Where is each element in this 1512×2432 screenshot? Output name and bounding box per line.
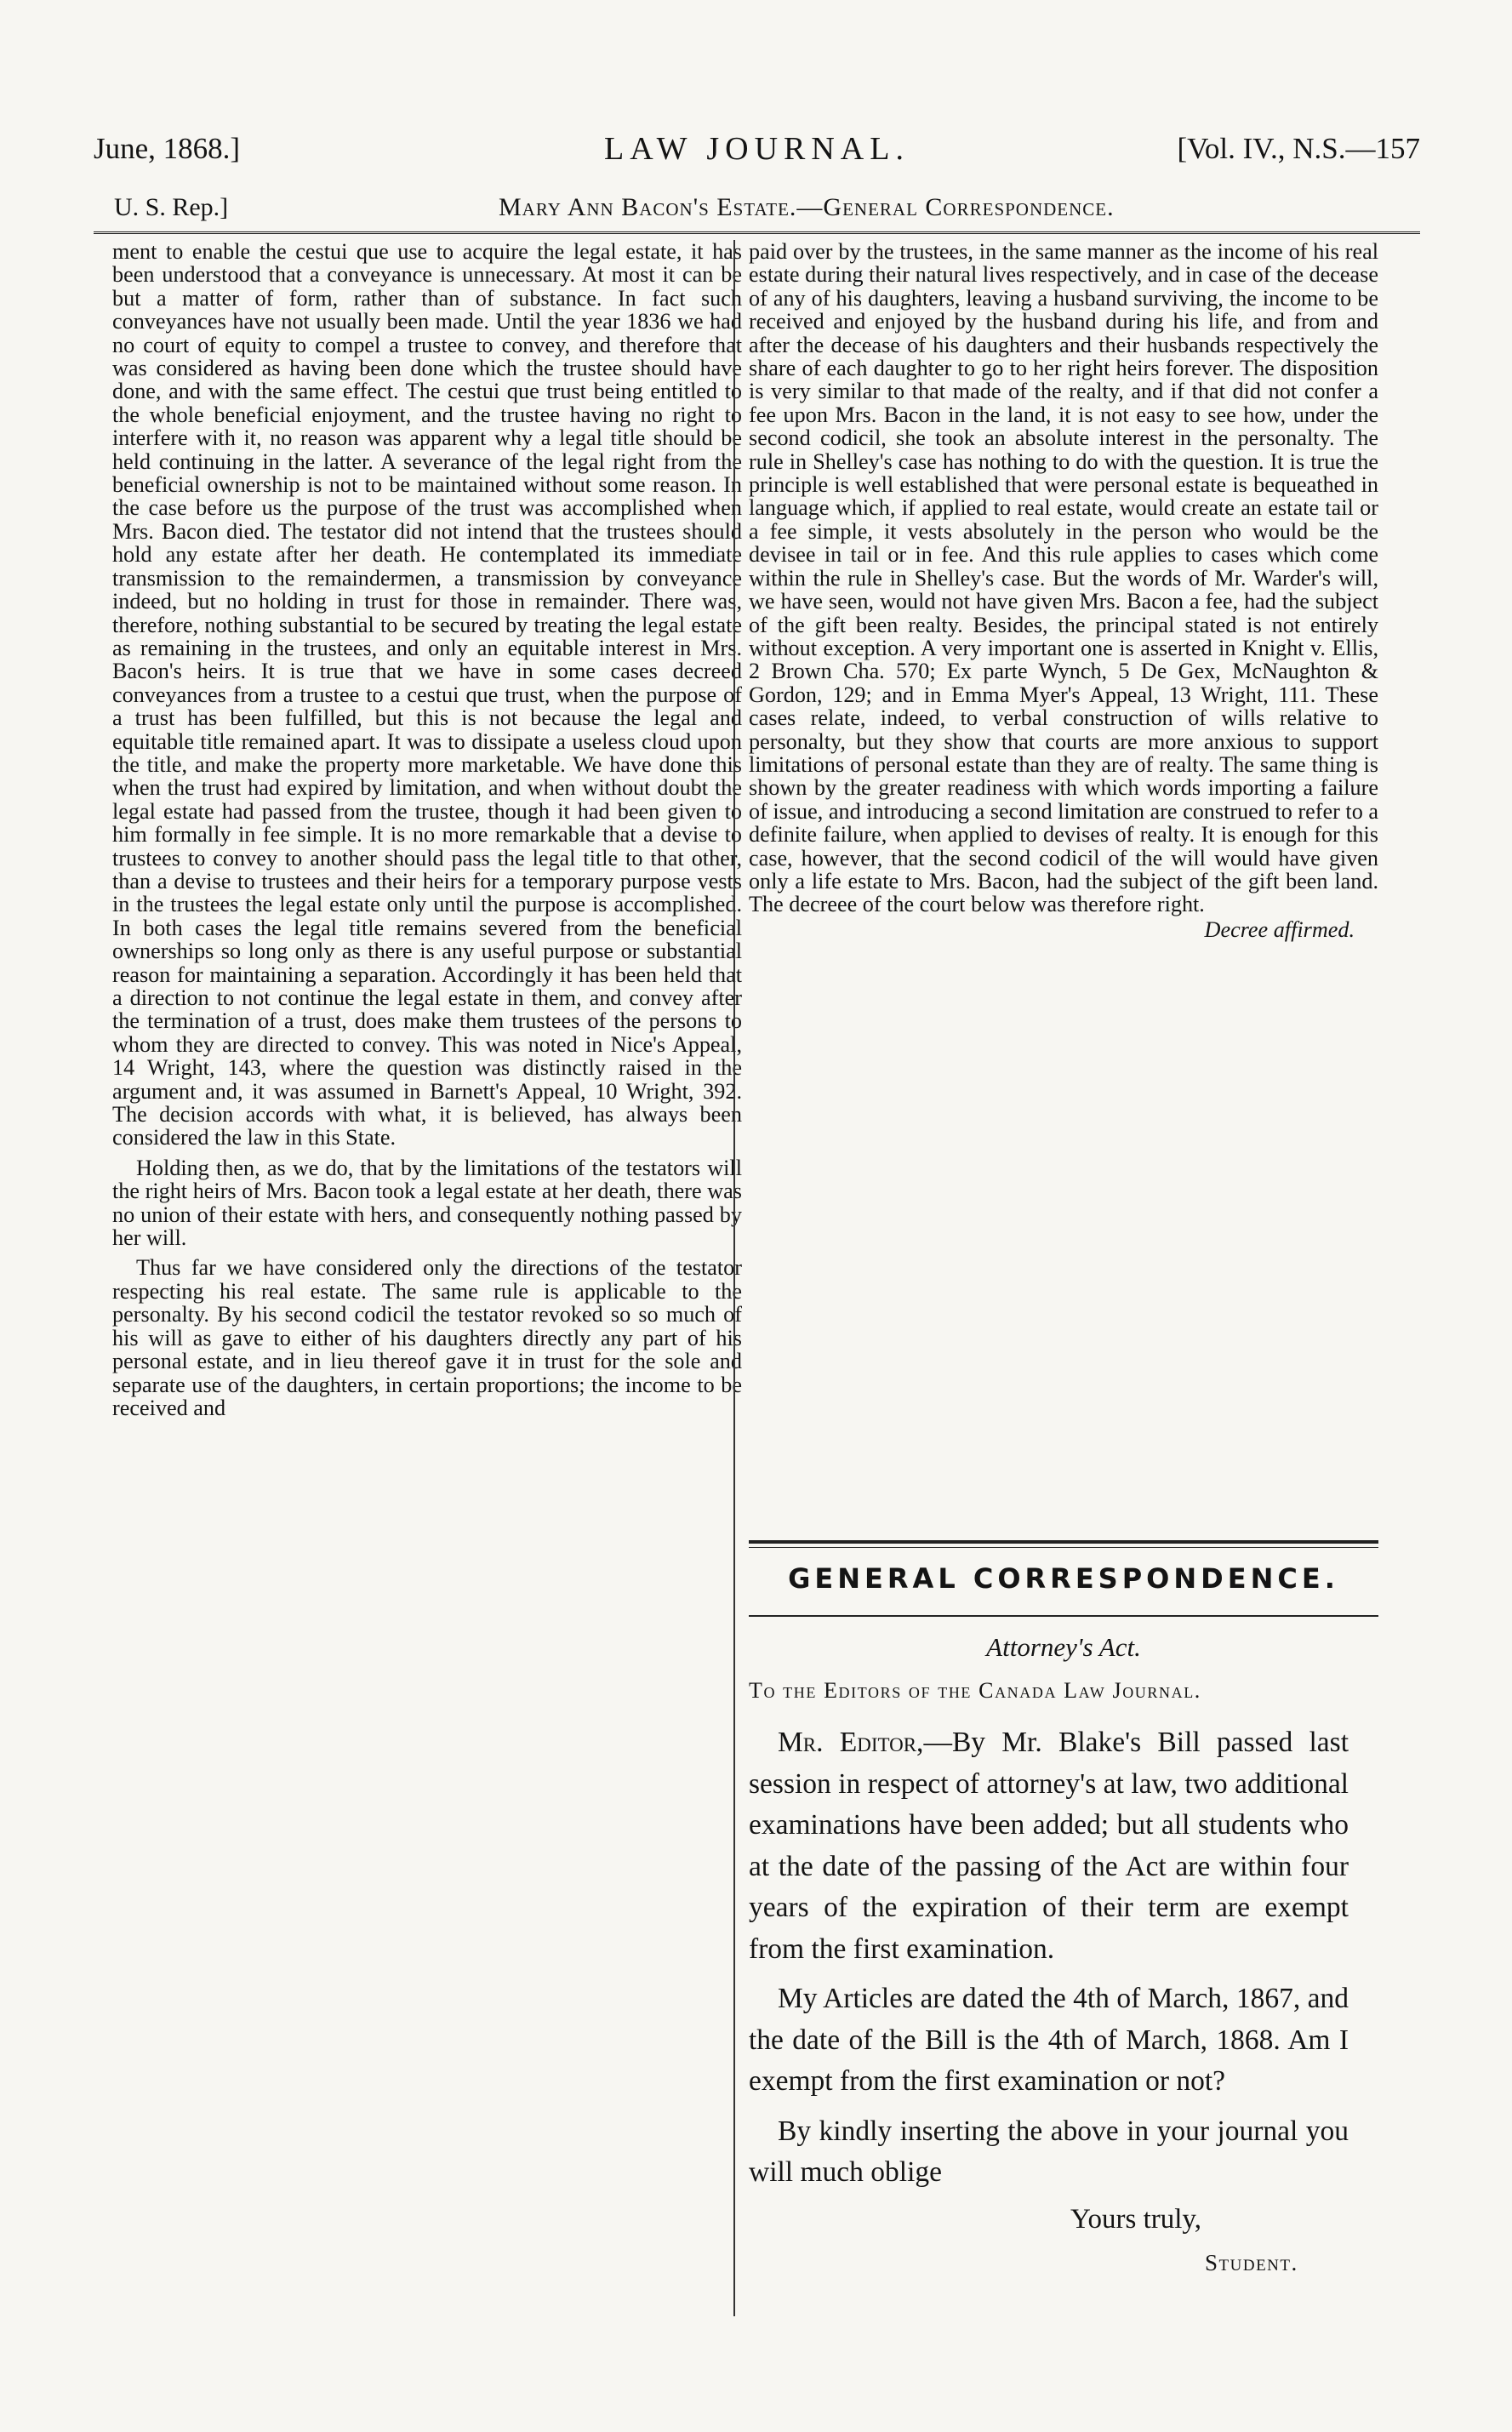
section-subrule [749, 1615, 1378, 1617]
letter-text-1: —By Mr. Blake's Bill passed last session in respect of attorney's at law, two additional examinations have been added; but all students who at the date of the passing of the Act are within four years of the expiration of their term are exempt from the first examination. [749, 1727, 1349, 1965]
left-paragraph-2: Holding then, as we do, that by the limitations of the testators will the right heirs of Mrs. Bacon took a legal estate at her death, there was no union of their estate with hers, and consequently nothing passed by her will. [112, 1155, 742, 1251]
section-rule-thin [749, 1547, 1378, 1548]
letter-addressee: To the Editors of the Canada Law Journal. [749, 1678, 1201, 1703]
header-rule [94, 231, 1420, 234]
right-paragraph-1: paid over by the trustees, in the same manner as the income of his real estate during their natural lives respectively, and in case of the decease of any of his daughters, leaving a husband surviving, the income to be received and enjoyed by the husband during his life, and from and after the decease of his daughters and their husbands respectively the share of each daughter to go to her right heirs forever. The disposition is very similar to that made of the realty, and if that did not confer a fee upon Mrs. Bacon in the land, it is not easy to see how, under the second codicil, she took an absolute interest in the personalty. The rule in Shelley's case has nothing to do with the question. It is true the principle is well established that were personal estate is bequeathed in language which, if applied to real estate, would create an estate tail or a fee simple, it vests absolutely in the person who would be the devisee in tail or in fee. And this rule applies to cases which come within the rule in Shelley's case. But the words of Mr. Warder's will, we have seen, would not have given Mrs. Bacon a fee, had the subject of the gift been realty. Besides, the principal stated is not entirely without exception. A very important one is asserted in Knight v. Ellis, 2 Brown Cha. 570; Ex parte Wynch, 5 De Gex, McNaughton & Gordon, 129; and in Emma Myer's Appeal, 13 Wright, 111. These cases relate, indeed, to verbal construction of wills relative to personalty, but they show that courts are more anxious to support limitations of personal estate than they are of realty. The same thing is shown by the greater readiness with which words importing a failure of issue, and introducing a second limitation are construed to refer to a definite failure, when applied to devises of realty. It is enough for this case, however, that the second codicil of the will would have given only a life estate to Mrs. Bacon, had the subject of the gift been land. The decreee of the court below was therefore right. [749, 239, 1378, 917]
decree-line: Decree affirmed. [1204, 916, 1355, 942]
letter-paragraph-2: My Articles are dated the 4th of March, 1867, and the date of the Bill is the 4th of March, 1868. Am I exempt from the first examination or not? [749, 1983, 1349, 2097]
journal-title: LAW JOURNAL. [604, 131, 910, 167]
volume-page: [Vol. IV., N.S.—157 [1177, 132, 1420, 165]
right-column [749, 240, 1378, 941]
left-paragraph-3: Thus far we have considered only the directions of the testator respecting his real estate. The same rule is applicable to the personalty. By his second codicil the testator revoked so so much of his will as gave to either of his daughters directly any part of his personal estate, and in lieu thereof gave it in trust for the sole and separate use of the daughters, in certain proportions; the income to be received and [112, 1255, 742, 1420]
letter-paragraph-1 [749, 1722, 1349, 1970]
letter-body [749, 1722, 1349, 2202]
report-label: U. S. Rep.] [114, 193, 229, 221]
letter-salutation: Mr. Editor, [778, 1727, 924, 1758]
left-column [112, 240, 742, 1419]
letter-paragraph-3: By kindly inserting the above in your journal you will much oblige [749, 2115, 1349, 2188]
section-title: GENERAL CORRESPONDENCE. [788, 1562, 1339, 1595]
column-divider [733, 240, 735, 2316]
case-title: Mary Ann Bacon's Estate.—General Correspondence. [499, 193, 1115, 221]
signature: Student. [1205, 2250, 1298, 2275]
closing-phrase: Yours truly, [1070, 2204, 1202, 2235]
left-paragraph-1: ment to enable the cestui que use to acquire the legal estate, it has been understood that a conveyance is unnecessary. At most it can be but a matter of form, rather than of substance. In fact such conveyances have not usually been made. Until the year 1836 we had no court of equity to compel a trustee to convey, and therefore that was considered as having been done which the trustee should have done, and with the same effect. The cestui que trust being entitled to the whole beneficial enjoyment, and the trustee having no right to interfere with it, no reason was apparent why a legal title should be held continuing in the latter. A severance of the legal right from the beneficial ownership is not to be maintained without some reason. In the case before us the purpose of the trust was accomplished when Mrs. Bacon died. The testator did not intend that the trustees should hold any estate after her death. He contemplated its immediate transmission to the remaindermen, a transmission by conveyance indeed, but no holding in trust for those in remainder. There was, therefore, nothing substantial to be secured by treating the legal estate as remaining in the trustees, and only an equitable interest in Mrs. Bacon's heirs. It is true that we have in some cases decreed conveyances from a trustee to a cestui que trust, when the purpose of a trust has been fulfilled, but this is not because the legal and equitable title remained apart. It was to dissipate a useless cloud upon the title, and make the property more marketable. We have done this when the trust had expired by limitation, and when without doubt the legal estate had passed from the trustee, though it had been given to him formally in fee simple. It is no more remarkable that a devise to trustees to convey to another should pass the legal title to that other, than a devise to trustees and their heirs for a temporary purpose vests in the trustees the legal estate only until the purpose is accomplished. In both cases the legal title remains severed from the beneficial ownerships so long only as there is any useful purpose or substantial reason for maintaining a separation. Accordingly it has been held that a direction to not continue the legal estate in them, and convey after the termination of a trust, does make them trustees of the persons to whom they are directed to convey. This was noted in Nice's Appeal, 14 Wright, 143, where the question was distinctly raised in the argument and, it was assumed in Barnett's Appeal, 10 Wright, 392. The decision accords with what, it is believed, has always been considered the law in this State. [112, 239, 742, 1150]
letter-subject: Attorney's Act. [986, 1632, 1141, 1662]
section-rule-thick [749, 1540, 1378, 1544]
running-head [94, 128, 1420, 170]
sub-header [94, 189, 1420, 226]
issue-date: June, 1868.] [94, 132, 241, 165]
